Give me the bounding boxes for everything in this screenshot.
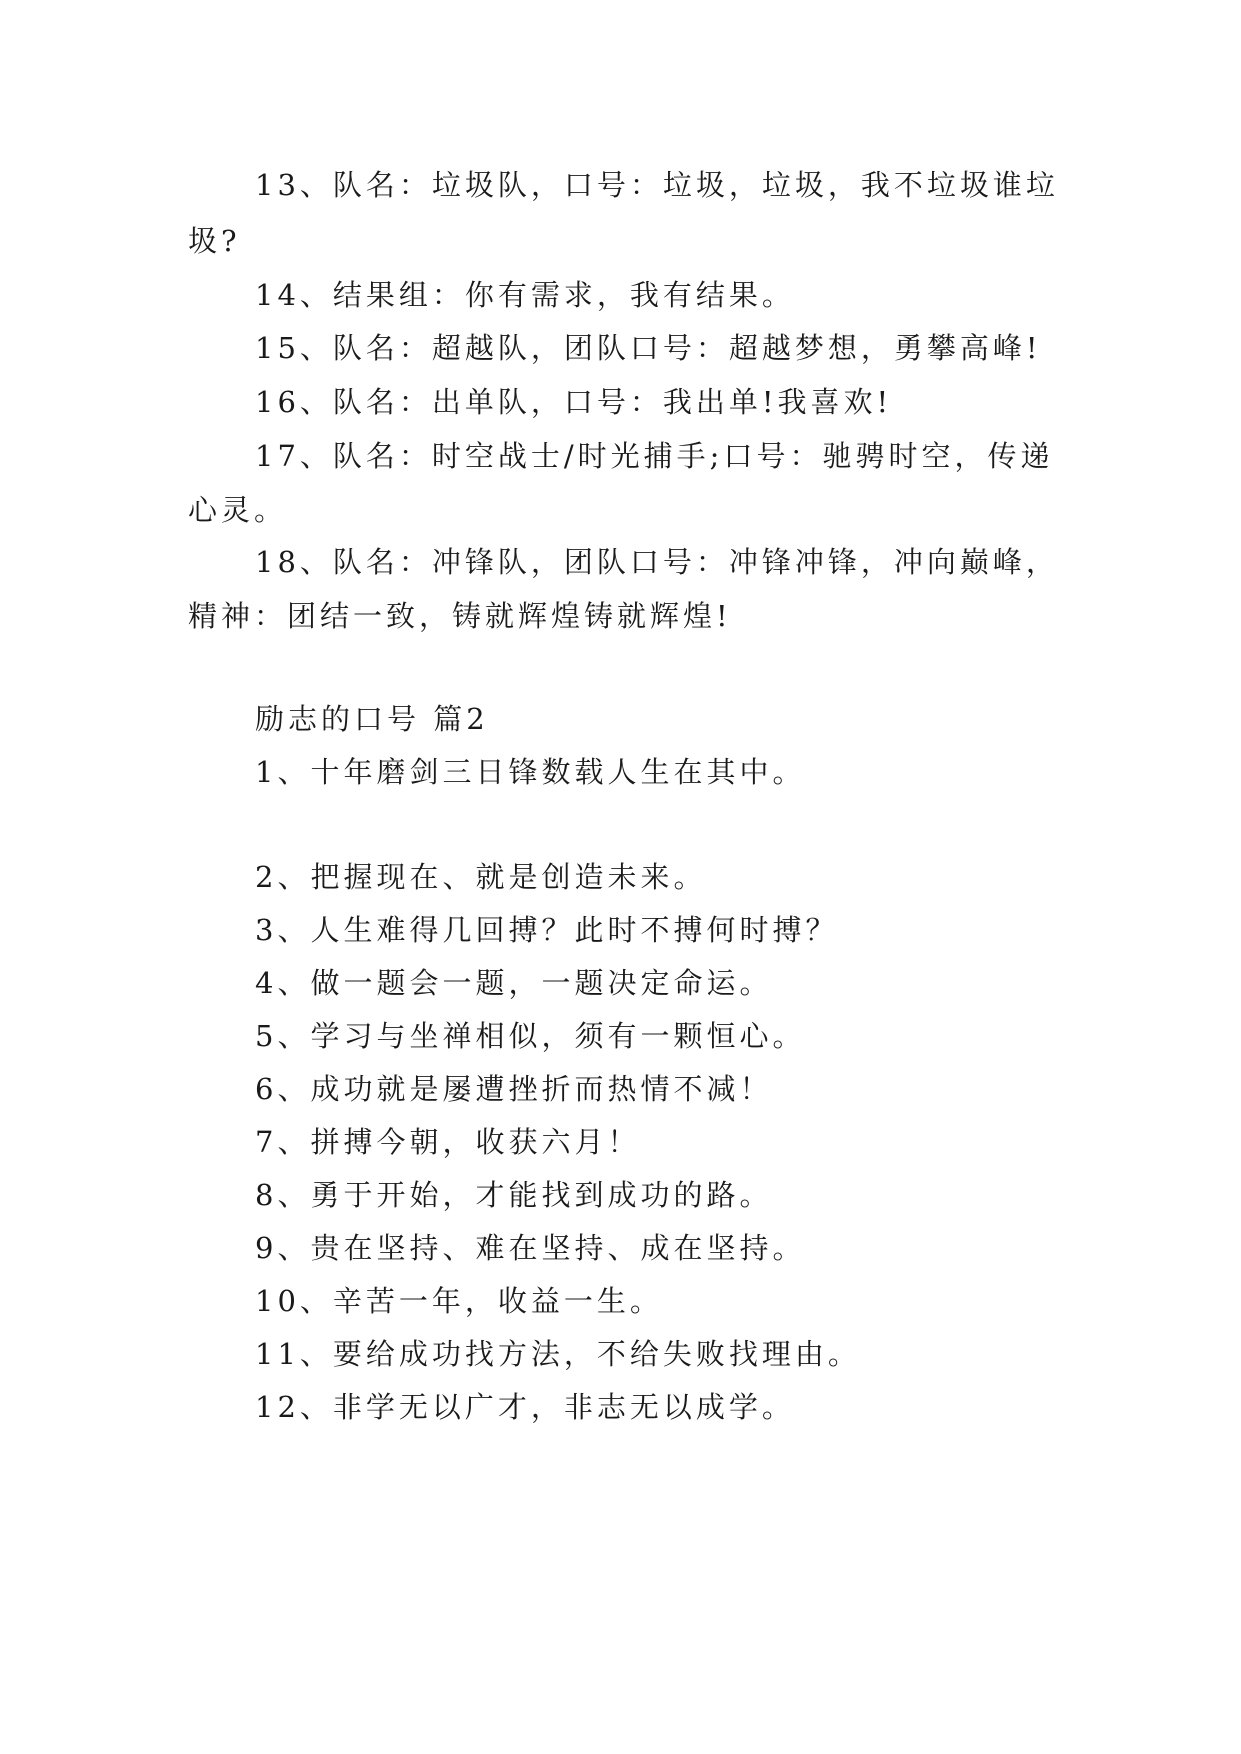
slogan-17-line-2: 心灵。 — [188, 493, 288, 527]
motto-3: 3、人生难得几回搏？此时不搏何时搏？ — [255, 913, 839, 947]
slogan-14: 14、结果组：你有需求，我有结果。 — [255, 278, 795, 312]
motto-9: 9、贵在坚持、难在坚持、成在坚持。 — [255, 1231, 806, 1265]
slogan-15: 15、队名：超越队，团队口号：超越梦想，勇攀高峰! — [255, 331, 1042, 365]
slogan-18-line-2: 精神：团结一致，铸就辉煌铸就辉煌! — [188, 599, 732, 633]
slogan-16: 16、队名：出单队，口号：我出单!我喜欢! — [255, 385, 893, 419]
motto-10: 10、辛苦一年，收益一生。 — [255, 1284, 663, 1318]
motto-11: 11、要给成功找方法，不给失败找理由。 — [255, 1337, 861, 1371]
motto-8: 8、勇于开始，才能找到成功的路。 — [255, 1178, 773, 1212]
motto-4: 4、做一题会一题，一题决定命运。 — [255, 966, 773, 1000]
motto-6: 6、成功就是屡遭挫折而热情不减！ — [255, 1072, 773, 1106]
motto-7: 7、拼搏今朝，收获六月！ — [255, 1125, 641, 1159]
motto-1: 1、十年磨剑三日锋数载人生在其中。 — [255, 755, 806, 789]
motto-12: 12、非学无以广才，非志无以成学。 — [255, 1390, 795, 1424]
slogan-18-line-1: 18、队名：冲锋队，团队口号：冲锋冲锋，冲向巅峰， — [255, 545, 1059, 579]
slogan-13-line-1: 13、队名：垃圾队，口号：垃圾，垃圾，我不垃圾谁垃 — [255, 168, 1059, 202]
motto-2: 2、把握现在、就是创造未来。 — [255, 860, 707, 894]
motto-5: 5、学习与坐禅相似，须有一颗恒心。 — [255, 1019, 806, 1053]
section-heading: 励志的口号 篇2 — [255, 702, 489, 736]
slogan-13-line-2: 圾? — [188, 224, 241, 258]
slogan-17-line-1: 17、队名：时空战士/时光捕手;口号：驰骋时空，传递 — [255, 439, 1054, 473]
